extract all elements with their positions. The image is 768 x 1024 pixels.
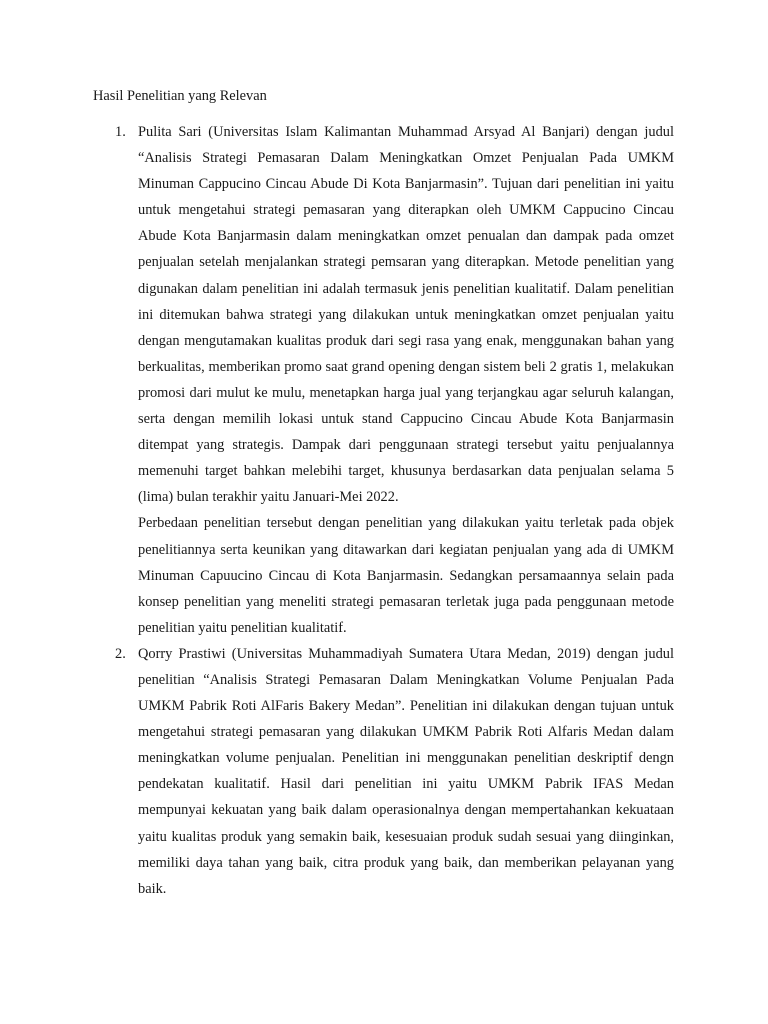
list-item-number: 2. [115, 645, 126, 662]
list-item-paragraph: Qorry Prastiwi (Universitas Muhammadiyah Sumatera Utara Medan, 2019) dengan judul penelitian “Analisis Strategi Pemasaran Dalam Meningkatkan Volume Penjualan Pada UMKM Pabrik Roti AlFaris Bakery Medan”. Penelitian ini dilakukan dengan tujuan untuk mengetahui strategi pemasaran yang dilakukan UMKM Pabrik Roti Alfaris Medan dalam meningkatkan volume penjualan. Penelitian ini menggunakan penelitian deskriptif dengn pendekatan kualitatif. Hasil dari penelitian ini yaitu UMKM Pabrik IFAS Medan mempunyai kekuatan yang baik dalam operasionalnya dengan mempertahankan kekuataan yaitu kualitas produk yang semakin baik, kesesuaian produk sudah sesuai yang diinginkan, memiliki daya tahan yang baik, citra produk yang baik, dan memberikan pelayanan yang baik. [138, 645, 674, 897]
document-body [93, 86, 674, 902]
section-heading: Hasil Penelitian yang Relevan [93, 88, 267, 104]
list-item [93, 119, 674, 641]
research-list [93, 119, 674, 902]
list-item-paragraph: Perbedaan penelitian tersebut dengan penelitian yang dilakukan yaitu terletak pada objek penelitiannya serta keunikan yang ditawarkan dari kegiatan penjualan yang ada di UMKM Minuman Capuucino Cincau di Kota Banjarmasin. Sedangkan persamaannya selain pada konsep penelitian yang meneliti strategi pemasaran terletak juga pada penggunaan metode penelitian yaitu penelitian kualitatif. [138, 515, 674, 636]
list-item-number: 1. [115, 124, 126, 140]
list-item [93, 641, 674, 902]
list-item-paragraph: Pulita Sari (Universitas Islam Kalimantan Muhammad Arsyad Al Banjari) dengan judul “Analisis Strategi Pemasaran Dalam Meningkatkan Omzet Penjualan Pada UMKM Minuman Cappucino Cincau Abude Di Kota Banjarmasin”. Tujuan dari penelitian ini yaitu untuk mengetahui strategi pemasaran yang diterapkan oleh UMKM Cappucino Cincau Abude Kota Banjarmasin dalam meningkatkan omzet penualan dan dampak pada omzet penjualan setelah menjalankan strategi pemsaran yang diterapkan. Metode penelitian yang digunakan dalam penelitian ini adalah termasuk jenis penelitian kualitatif. Dalam penelitian ini ditemukan bahwa strategi yang dilakukan untuk meningkatkan omzet penjualan yaitu dengan mengutamakan kualitas produk dari segi rasa yang enak, menggunakan bahan yang berkualitas, memberikan promo saat grand opening dengan sistem beli 2 gratis 1, melakukan promosi dari mulut ke mulu, menetapkan harga jual yang terjangkau agar seluruh kalangan, serta dengan memilih lokasi untuk stand Cappucino Cincau Abude Kota Banjarmasin ditempat yang strategis. Dampak dari penggunaan strategi tersebut yaitu penjualannya memenuhi target bahkan melebihi target, khusunya berdasarkan data penjualan selama 5 (lima) bulan terakhir yaitu Januari-Mei 2022. [138, 124, 674, 506]
